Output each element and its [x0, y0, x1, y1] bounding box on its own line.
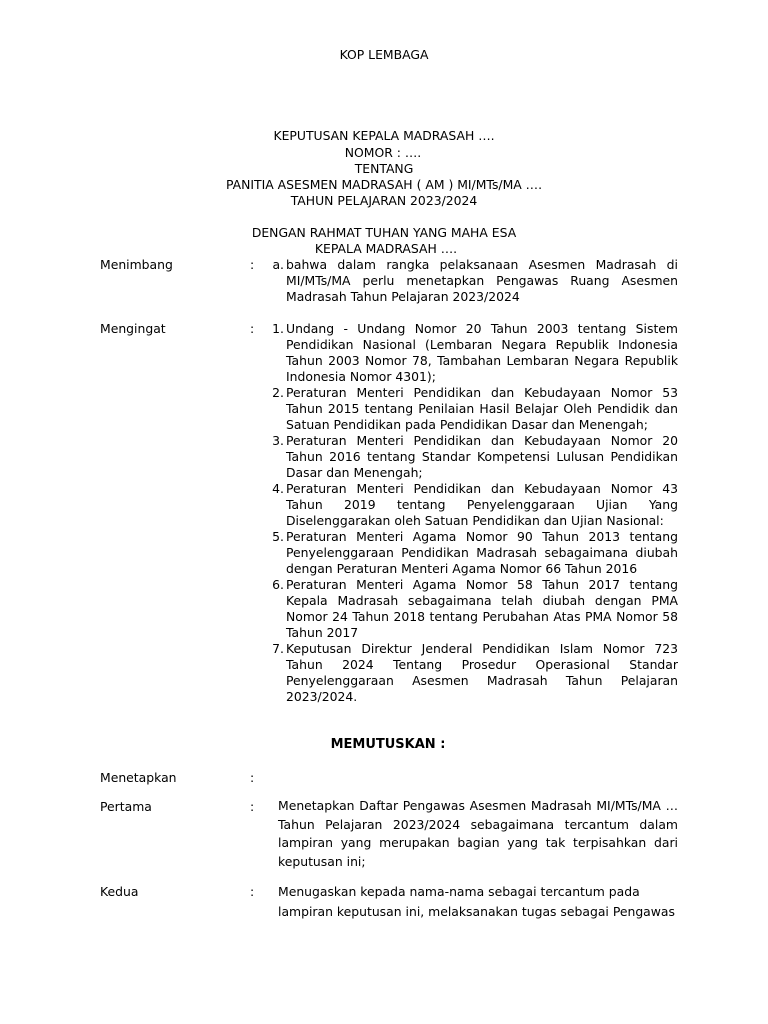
item-number: a.: [272, 257, 284, 272]
title-line-5: TAHUN PELAJARAN 2023/2024: [290, 193, 478, 208]
menimbang-item: [262, 257, 678, 305]
menetapkan-colon: :: [250, 770, 255, 785]
memutuskan-heading: MEMUTUSKAN :: [330, 737, 446, 752]
item-number: 2.: [272, 385, 284, 400]
kop-lembaga: KOP LEMBAGA: [339, 47, 429, 62]
item-number: 7.: [272, 641, 284, 656]
item-text: Keputusan Direktur Jenderal Pendidikan Islam Nomor 723 Tahun 2024 Tentang Prosedur Operasional Standar Penyelenggaraan Asesmen Madrasah Tahun Pelajaran 2023/2024.: [286, 641, 678, 704]
title-line-2: NOMOR : ….: [344, 145, 422, 160]
title-line-3: TENTANG: [354, 161, 414, 176]
item-text: Undang - Undang Nomor 20 Tahun 2003 tentang Sistem Pendidikan Nasional (Lembaran Negara Republik Indonesia Tahun 2003 Nomor 78, Tambahan Lembaran Negara Republik Indonesia Nomor 4301);: [286, 321, 678, 384]
menimbang-colon: :: [250, 257, 255, 272]
pertama-colon: :: [250, 799, 255, 814]
pertama-label: Pertama: [100, 799, 152, 814]
item-text: Peraturan Menteri Agama Nomor 58 Tahun 2017 tentang Kepala Madrasah sebagaimana telah diubah dengan PMA Nomor 24 Tahun 2018 tentang Perubahan Atas PMA Nomor 58 Tahun 2017: [286, 577, 678, 640]
kedua-colon: :: [250, 884, 255, 899]
mengingat-item-5: [262, 529, 678, 577]
kedua-label: Kedua: [100, 884, 139, 899]
mengingat-colon: :: [250, 321, 255, 336]
mengingat-item-1: [262, 321, 678, 385]
mengingat-item-6: [262, 577, 678, 641]
item-number: 3.: [272, 433, 284, 448]
item-text: Peraturan Menteri Agama Nomor 90 Tahun 2013 tentang Penyelenggaraan Pendidikan Madrasah sebagaimana diubah dengan Peraturan Menteri Agama Nomor 66 Tahun 2016: [286, 529, 678, 576]
item-text: Peraturan Menteri Pendidikan dan Kebudayaan Nomor 53 Tahun 2015 tentang Penilaian Hasil Belajar Oleh Pendidik dan Satuan Pendidikan pada Pendidikan Dasar dan Menengah;: [286, 385, 678, 432]
mengingat-item-3: [262, 433, 678, 481]
title-line-1: KEPUTUSAN KEPALA MADRASAH ….: [273, 128, 495, 143]
item-text: Peraturan Menteri Pendidikan dan Kebudayaan Nomor 43 Tahun 2019 tentang Penyelenggaraan Ujian Yang Diselenggarakan oleh Satuan Pendidikan dan Ujian Nasional:: [286, 481, 678, 528]
mengingat-item-7: [262, 641, 678, 705]
item-number: 6.: [272, 577, 284, 592]
title-line-4: PANITIA ASESMEN MADRASAH ( AM ) MI/MTs/MA ….: [225, 177, 543, 192]
item-number: 4.: [272, 481, 284, 496]
opening-line-1: DENGAN RAHMAT TUHAN YANG MAHA ESA: [251, 225, 517, 240]
item-number: 5.: [272, 529, 284, 544]
opening-line-2: KEPALA MADRASAH ….: [314, 241, 458, 256]
mengingat-item-2: [262, 385, 678, 433]
item-text: Peraturan Menteri Pendidikan dan Kebudayaan Nomor 20 Tahun 2016 tentang Standar Kompetensi Lulusan Pendidikan Dasar dan Menengah;: [286, 433, 678, 480]
item-text: bahwa dalam rangka pelaksanaan Asesmen Madrasah di MI/MTs/MA perlu menetapkan Pengawas Ruang Asesmen Madrasah Tahun Pelajaran 2023/2024: [286, 257, 678, 304]
kedua-text: Menugaskan kepada nama-nama sebagai tercantum pada lampiran keputusan ini, melaksanakan tugas sebagai Pengawas: [278, 884, 675, 919]
mengingat-item-4: [262, 481, 678, 529]
item-number: 1.: [272, 321, 284, 336]
mengingat-label: Mengingat: [100, 321, 166, 336]
menimbang-label: Menimbang: [100, 257, 173, 272]
pertama-text: Menetapkan Daftar Pengawas Asesmen Madrasah MI/MTs/MA … Tahun Pelajaran 2023/2024 sebagaimana tercantum dalam lampiran yang merupakan bagian yang tak terpisahkan dari keputusan ini;: [278, 798, 678, 869]
menetapkan-label: Menetapkan: [100, 770, 177, 785]
